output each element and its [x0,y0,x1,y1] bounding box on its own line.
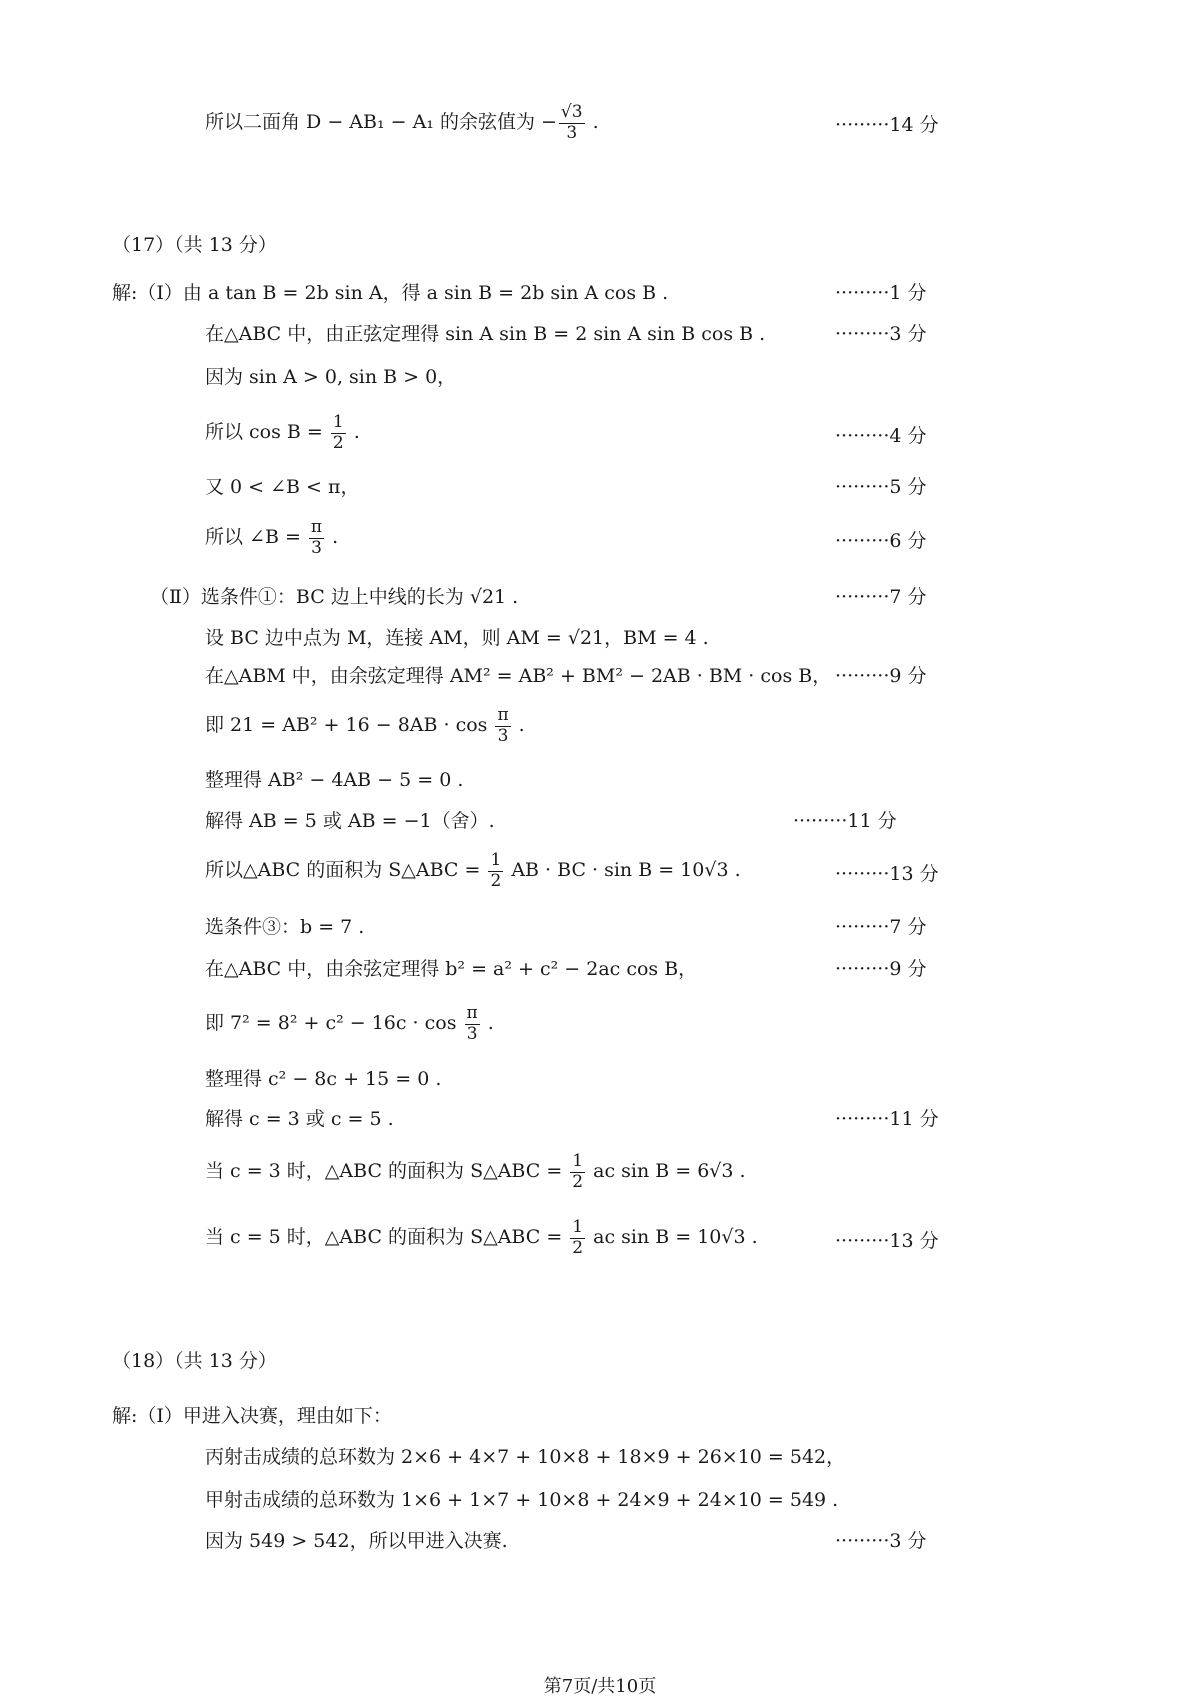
fraction-numerator: π [497,705,509,725]
solution-17-area-c5 [205,1218,758,1258]
points-7: ·········7 分 [835,916,927,938]
solution-17-quadratic-ab: 整理得 AB² − 4AB − 5 = 0 . [205,769,464,791]
points-13: ·········13 分 [835,863,939,885]
points-13: ·········13 分 [835,1230,939,1252]
solution-18-part1: 解:（Ⅰ）甲进入决赛，理由如下： [112,1405,392,1427]
solution-17-angleB [205,518,338,558]
solution-17-substitute [205,706,525,746]
fraction-numerator: 1 [572,1217,584,1237]
line-text: . [586,111,599,134]
solution-17-area-condition1 [205,851,741,891]
solution-18-bing-total: 丙射击成绩的总环数为 2×6 + 4×7 + 10×8 + 18×9 + 26×10 = 542， [205,1446,846,1468]
solution-17-part1-step1: 解:（Ⅰ）由 a tan B = 2b sin A，得 a sin B = 2b sin A cos B . [112,282,669,304]
fraction-numerator: 1 [332,412,344,432]
points-4: ·········4 分 [835,425,927,447]
line-text: 当 c = 5 时，△ABC 的面积为 S△ABC = [205,1226,569,1249]
fraction-numerator: 1 [490,850,502,870]
solution-17-quadratic-c: 整理得 c² − 8c + 15 = 0 . [205,1068,442,1090]
line-text: 所以 cos B = [205,421,329,444]
points-9: ·········9 分 [835,665,927,687]
page-footer: 第7页/共10页 [543,1676,657,1697]
fraction-numerator: π [310,517,323,537]
fraction-denominator: 2 [572,1171,584,1192]
fraction [488,851,503,891]
solution-17-solve-ab: 解得 AB = 5 或 AB = −1（舍）. [205,810,495,832]
fraction [559,103,585,143]
fraction-denominator: 2 [572,1237,584,1258]
fraction [495,706,510,746]
points-3: ·········3 分 [835,323,927,345]
line-text: 所以△ABC 的面积为 S△ABC = [205,859,487,882]
fraction-denominator: 2 [332,432,344,453]
solution-17-cosine-law-abm: 在△ABM 中，由余弦定理得 AM² = AB² + BM² − 2AB · BM · cos B， [205,665,832,687]
line-cosine-dihedral [205,103,599,143]
line-text: ac sin B = 6√3 . [587,1160,746,1183]
points-6: ·········6 分 [835,530,927,552]
line-text: 所以 ∠B = [205,526,307,549]
fraction [570,1152,585,1192]
solution-17-positive-sines: 因为 sin A > 0, sin B > 0， [205,366,457,388]
points-11: ·········11 分 [793,810,897,832]
points-7: ·········7 分 [835,586,927,608]
line-text: 所以二面角 D − AB₁ − A₁ 的余弦值为 − [205,111,557,134]
line-text: AB · BC · sin B = 10√3 . [505,859,741,882]
line-text: . [481,1012,494,1035]
fraction-denominator: 2 [490,870,502,891]
solution-18-jia-total: 甲射击成绩的总环数为 1×6 + 1×7 + 10×8 + 24×9 + 24×10 = 549 . [205,1489,839,1511]
fraction-denominator: 3 [497,725,509,746]
solution-17-part2-condition1: （Ⅱ）选条件①：BC 边上中线的长为 √21 . [150,586,519,608]
fraction-numerator: π [466,1003,478,1023]
fraction [570,1218,585,1258]
points-9: ·········9 分 [835,958,927,980]
points-5: ·········5 分 [835,476,927,498]
points-3: ·········3 分 [835,1530,927,1552]
fraction [309,518,324,558]
line-text: ac sin B = 10√3 . [587,1226,758,1249]
solution-17-midpoint: 设 BC 边中点为 M，连接 AM，则 AM = √21，BM = 4 . [205,627,709,649]
solution-17-area-c3 [205,1152,746,1192]
line-text: 即 7² = 8² + c² − 16c · cos [205,1012,463,1035]
solution-17-angle-range: 又 0 < ∠B < π， [205,476,360,498]
fraction-denominator: 3 [566,122,578,143]
solution-17-sine-law: 在△ABC 中，由正弦定理得 sin A sin B = 2 sin A sin B cos B . [205,323,766,345]
points-1: ·········1 分 [835,282,927,304]
solution-17-condition3: 选条件③：b = 7 . [205,916,365,938]
question-18-heading: （18）（共 13 分） [112,1350,277,1372]
solution-17-solve-c: 解得 c = 3 或 c = 5 . [205,1108,394,1130]
line-text: . [347,421,360,444]
fraction-numerator: √3 [560,102,583,122]
fraction [331,413,346,453]
fraction [465,1004,480,1044]
question-17-heading: （17）（共 13 分） [112,234,277,256]
solution-17-substitute-c [205,1004,494,1044]
line-text: 即 21 = AB² + 16 − 8AB · cos [205,714,494,737]
line-text: . [326,526,339,549]
fraction-denominator: 3 [466,1023,478,1044]
points-14: ·········14 分 [835,114,939,136]
solution-18-conclusion: 因为 549 > 542，所以甲进入决赛. [205,1530,508,1552]
solution-17-cosine-law-abc: 在△ABC 中，由余弦定理得 b² = a² + c² − 2ac cos B， [205,958,698,980]
fraction-denominator: 3 [311,537,322,558]
line-text: 当 c = 3 时，△ABC 的面积为 S△ABC = [205,1160,569,1183]
solution-17-cosB [205,413,360,453]
line-text: . [512,714,525,737]
points-11: ·········11 分 [835,1108,939,1130]
fraction-numerator: 1 [572,1151,584,1171]
